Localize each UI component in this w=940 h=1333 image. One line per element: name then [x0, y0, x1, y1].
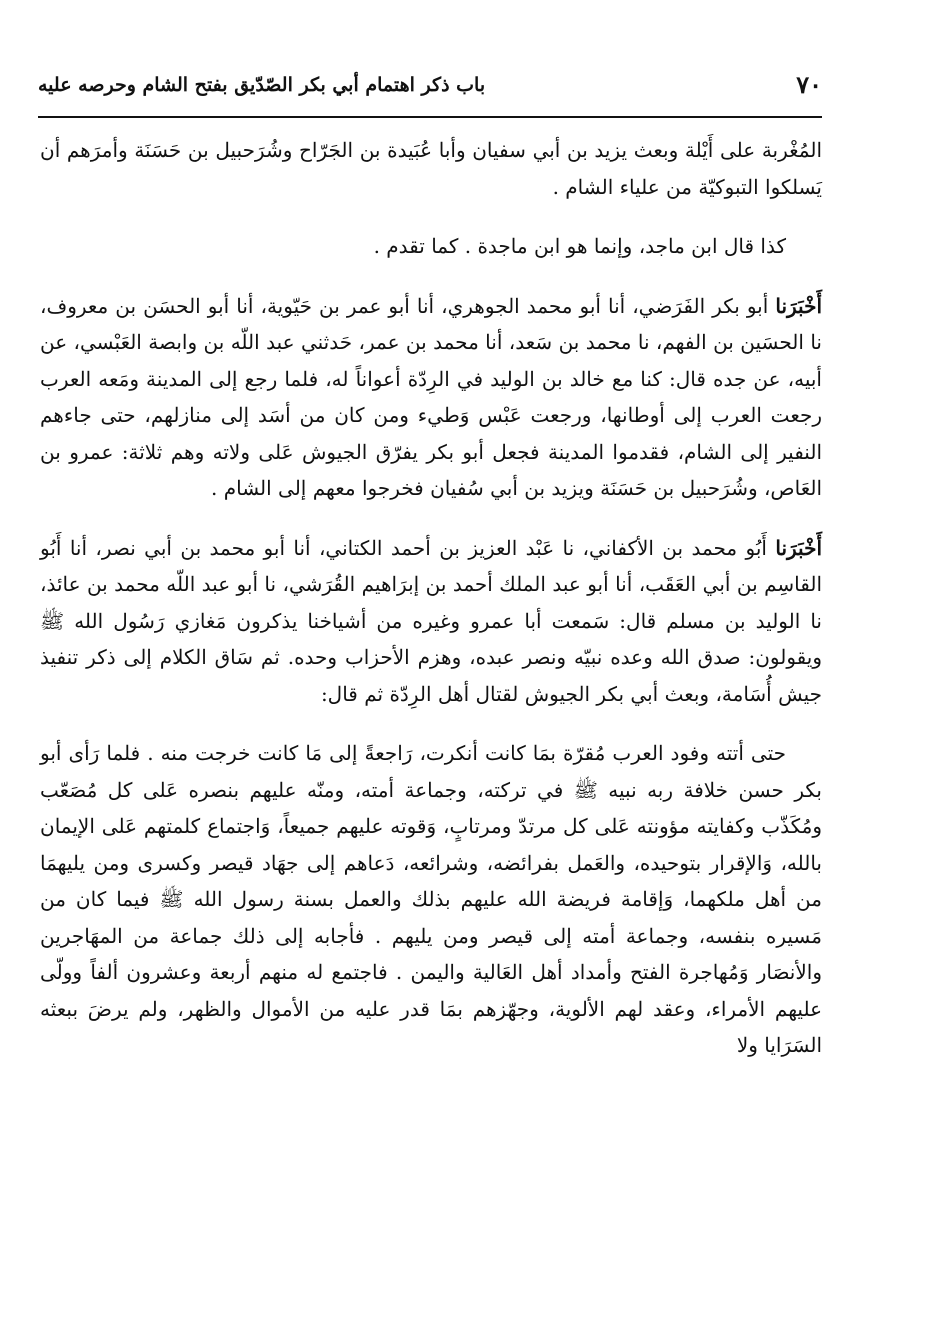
paragraph-text: المُغْربة على أَيْلة وبعث يزيد بن أبي سفيان وأبا عُبَيدة بن الجَرّاح وشُرَحبيل بن حَسَنَة وأمرَهم أن يَسلكوا التبوكيّة من علياء الشام .	[40, 138, 822, 199]
header-divider	[38, 116, 822, 118]
page-header	[38, 62, 822, 118]
paragraph-text: أَبُو محمد بن الأكفاني، نا عَبْد العزيز بن أحمد الكتاني، أنا أبو محمد بن أبي نصر، أنا أَبُو القاسِم بن أبي العَقَب، أنا أبو عبد الملك أحمد بن إبرَاهيم القُرَشي، نا أبو عبد اللّه محمد بن عائذ، نا الوليد بن مسلم قال: سَمعت أبا عمرو وغيره من أشياخنا يذكرون مَغازي رَسُول الله ﷺ ويقولون: صدق الله وعده نبيّه ونصر عبده، وهزم الأحزاب وحده. ثم سَاق الكلام إلى ذكر تنفيذ جيش أُسَامة، وبعث أبي بكر الجيوش لقتال أهل الرِدّة ثم قال:	[40, 535, 823, 706]
paragraph-continuation	[40, 132, 822, 205]
narration-keyword: أَخْبَرَنا	[775, 293, 822, 318]
narration-keyword: أَخْبَرَنا	[775, 535, 822, 560]
paragraph-text: كذا قال ابن ماجد، وإنما هو ابن ماجدة . كما تقدم .	[373, 234, 786, 258]
paragraph-narration	[40, 288, 822, 507]
paragraph-narration	[40, 530, 822, 713]
paragraph-quote	[40, 735, 822, 1064]
paragraph-text: حتى أتته وفود العرب مُقرّة بمَا كانت أنكرت، رَاجعةً إلى مَا كانت خرجت منه . فلما رَأى أبو بكر حسن خلافة ربه نبيه ﷺ في تركته، وجماعة أمته، ومنّه عليهم بنصره عَلى كل مُصَعّب ومُكَذّب وكفايته مؤونته عَلى كل مرتدّ ومرتابٍ، وَقوته عليهم جميعاً، وَاجتماع كلمتهم عَلى الإيمان بالله، وَالإقرار بتوحيده، والعَمل بفرائضه، وشرائعه، دَعاهم إلى جهَاد قيصر وكسرى ومن يليهمَا من أهل ملكهما، وَإقامة فريضة الله عليهم بذلك والعمل بسنة رسول الله ﷺ فيما كان من مَسيره بنفسه، وجماعة أمته إلى قيصر ومن يليهم . فأجابه إلى ذلك جماعة من المهَاجرين والأنصَار وَمُهاجرة الفتح وأمداد أهل العَالية واليمن . فاجتمع له منهم أربعة وعشرون ألفاً وولّى عليهم الأمراء، وعقد لهم الألوية، وجهّزهم بمَا قدر عليه من الأموال والظهر، ولم يرضَ ببعثه السَرَايا ولا	[40, 741, 822, 1057]
page-body	[40, 132, 822, 1064]
page-number: ٧٠	[796, 70, 822, 99]
paragraph-text: أبو بكر الفَرَضي، أنا أبو محمد الجوهري، أنا أبو عمر بن حَيّوية، أنا أبو الحسَن بن معروف، نا الحسَين بن الفهم، نا محمد بن سَعد، أنا محمد بن عمر، حَدثني عبد اللّه بن وابصة العَبْسي، عن أبيه، عن جده قال: كنا مع خالد بن الوليد في الرِدّة أعواناً له، فلما رجع إلى المدينة ومَعه العرب رجعت العرب إلى أوطانها، ورجعت عَبْس وَطيء ومن كان من أسَد إلى منازلهم، حتى جاءهم النفير إلى الشام، فقدموا المدينة فجعل أبو بكر يفرّق الجيوش عَلى ولاته وهم ثلاثة: عمرو بن العَاص، وشُرَحبيل بن حَسَنَة ويزيد بن أبي سُفيان فخرجوا معهم إلى الشام .	[40, 293, 822, 500]
paragraph-note	[40, 228, 822, 265]
running-title: باب ذكر اهتمام أبي بكر الصّدّيق بفتح الشام وحرصه عليه	[38, 74, 486, 96]
